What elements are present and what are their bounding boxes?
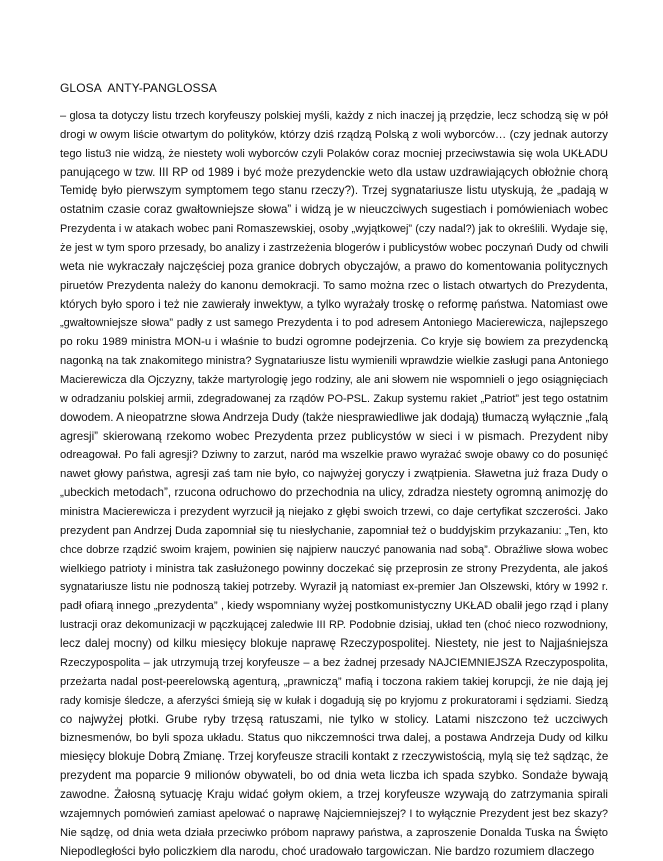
body-text-line: biznesmenów, bo byli spoza układu. Status quo nikczemności trwa dalej, a postawa Andrzeja Dudy od kilku: [60, 732, 608, 745]
body-text-line: piruetów Prezydenta należy do kanonu demokracji. To samo można rzec o listach otwartych do Prezydenta,: [60, 279, 608, 292]
document-body: [60, 107, 608, 861]
body-text-line: lecz dalej mocny) od kilku miesięcy blokuje naprawę Rzeczypospolitej. Niestety, nie jest to Najjaśniejsza: [60, 637, 608, 651]
body-text-line: „ubeckich metodach”, rzucona odruchowo do przechodnia na ulicy, zdradza niestety ogromną animozję do: [60, 486, 608, 500]
document-title: GLOSA ANTY-PANGLOSSA: [60, 81, 217, 95]
body-text-line: prezydent ma poparcie 9 milionów obywateli, bo od dnia weta liczba ich spada szybko. Sondaże bywają: [60, 769, 608, 783]
body-text-line: sygnatariusze listu nie podnoszą takiej potrzeby. Wyraził ją natomiast ex-premier Jan Olszewski, który w 1992 r.: [60, 581, 608, 594]
body-text-line: zawodne. Żałosną sytuację Kraju widać gołym okiem, a trzej koryfeusze wzywają do zatrzymania spirali: [60, 787, 608, 801]
body-text-line: po roku 1989 ministra MON-u i właśnie to budzi ogromne podejrzenia. Co kryje się bowiem za prezydencką: [60, 336, 608, 349]
body-text-line: nagonką na tak znakomitego ministra? Sygnatariusze listu wymienili wprawdzie wielkie zasługi pana Antoniego: [60, 355, 609, 368]
body-text-line: chce dobrze rządzić swoim krajem, powinien się najpierw nauczyć panowania nad sobą”. Obraźliwe słowa wobec: [60, 543, 608, 556]
body-text-line: dowodem. A nieopatrzne słowa Andrzeja Dudy (także niesprawiedliwe jak dodają) tłumaczą wyłącznie „falą: [60, 410, 608, 424]
body-text-line: rady komisje śledcze, a aferzyści śmieją się w kułak i dogadują się po kryjomu z prokuratorami i sędziami. Siedzą: [60, 694, 608, 707]
body-text-line: których było sporo i też nie zawierały inwektyw, a tylko wyrażały troskę o reformę państwa. Natomiast owe: [60, 297, 608, 311]
body-text-line: panującego w tzw. III RP od 1989 i być może prezydenckie weto dla ustaw uzdrawiających obłożnie chorą: [60, 165, 608, 179]
body-text-line: Nie sądzę, od dnia weta działa przeciwko próbom naprawy państwa, a zaproszenie Donalda Tuska na Święto: [60, 826, 608, 839]
body-text-line: że jest w tym sporo przesady, bo analizy i zastrzeżenia blogerów i publicystów wobec poczynań Dudy od chwili: [60, 242, 609, 255]
body-text-line: przeżarta nadal post-peerelowską agenturą, „prawniczą” mafią i toczona rakiem takiej korupcji, że nie dają jej: [60, 675, 608, 688]
body-text-line: Macierewicza dla Ojczyzny, także martyrologię jego rodziny, ale ani słowem nie wspomnieli o jego osiągnięciach: [60, 374, 608, 387]
body-text-line: ostatnim czasie coraz gwałtowniejsze słowa” i widzą je w nieuczciwych sugestiach i pomówieniach wobec: [60, 203, 608, 217]
body-text-line: agresji” skierowaną rzekomo wobec Prezydenta przez publicystów w sieci i w pismach. Prezydent niby: [60, 429, 608, 443]
body-text-line: nawet głowy państwa, agresji zaś tam nie było, co najwyżej goryczy i zwątpienia. Sławetna już fraza Dudy o: [60, 468, 608, 481]
body-text-line: w odradzaniu polskiej armii, zdegradowanej za rządów PO-PSL. Zakup systemu rakiet „Patriot” jest tego ostatnim: [60, 392, 608, 405]
body-text-line: Prezydenta i w atakach wobec pani Romaszewskiej, osoby „wyjątkowej” (czy nadal?) jak to określili. Wydaje się,: [60, 223, 608, 236]
body-text-line: padł ofiarą innego „prezydenta” , kiedy wspomniany wyżej postkomunistyczny UKŁAD obalił jego rząd i plany: [60, 600, 609, 613]
body-text-line: drogi w owym liście otwartym do polityków, którzy dziś rządzą Polską z woli wyborców… (czy jednak autorzy: [60, 128, 608, 141]
body-text-line: – glosa ta dotyczy listu trzech koryfeuszy polskiej myśli, każdy z nich inaczej ją przędzie, lecz schodzą się w pół: [60, 110, 608, 122]
body-text-line: weta nie wykraczały najczęściej poza granice dobrych obyczajów, a prawo do komentowania politycznych: [60, 259, 608, 273]
body-text-line: wielkiego patrioty i ministra tak zasłużonego powinny doczekać się przeprosin ze strony Prezydenta, ale jakoś: [60, 562, 608, 575]
body-text-line: lustracji oraz dekomunizacji w pączkującej zaledwie III RP. Podobnie dzisiaj, układ ten (choć nieco rozwodniony,: [60, 619, 608, 632]
body-text-line: wzajemnych pomówień zamiast apelować o naprawę Najciemniejszej? I to wyłącznie Prezydent jest bez skazy?: [60, 807, 608, 820]
body-text-line: tego listu3 nie widzą, że niestety woli wyborców czyli Polaków coraz mocniej przeciwstawia się wola UKŁADU: [60, 147, 608, 160]
body-text-line: ministra Macierewicza i prezydent wyrzucił ją niejako z głębi swoich trzewi, co daje certyfikat szczerości. Jako: [60, 506, 608, 519]
body-text-line: miesięcy blokuje Dobrą Zmianę. Trzej koryfeusze stracili kontakt z rzeczywistością, mylą się też sądząc, że: [60, 750, 609, 764]
body-text-line: Rzeczypospolita – jak utrzymują trzej koryfeusze – a bez żadnej przesady NAJCIEMNIEJSZA Rzeczypospolita,: [60, 656, 608, 669]
body-text-line: Niepodległości było policzkiem dla narodu, choć uradowało targowiczan. Nie bardzo rozumiem dlaczego: [60, 844, 595, 858]
body-text-line: prezydent pan Andrzej Duda zapomniał się tu niesłychanie, zapomniał też o buddyjskim przykazaniu: „Ten, kto: [60, 524, 608, 537]
body-text-line: „gwałtowniejsze słowa” padły z ust samego Prezydenta i to pod adresem Antoniego Macierewicza, najlepszego: [60, 317, 608, 330]
body-text-line: Temidę było pierwszym symptomem tego stanu rzeczy?). Trzej sygnatariusze listu utyskują, że „padają w: [60, 184, 608, 198]
body-text-line: co najwyżej płotki. Grube ryby trzęsą ratuszami, nie tylko w stolicy. Latami niszczono też uczciwych: [60, 712, 608, 726]
body-text-line: odreagował. Po fali agresji? Dziwny to zarzut, naród ma wszelkie prawo wyrażać swoje obawy co do posunięć: [60, 449, 608, 462]
